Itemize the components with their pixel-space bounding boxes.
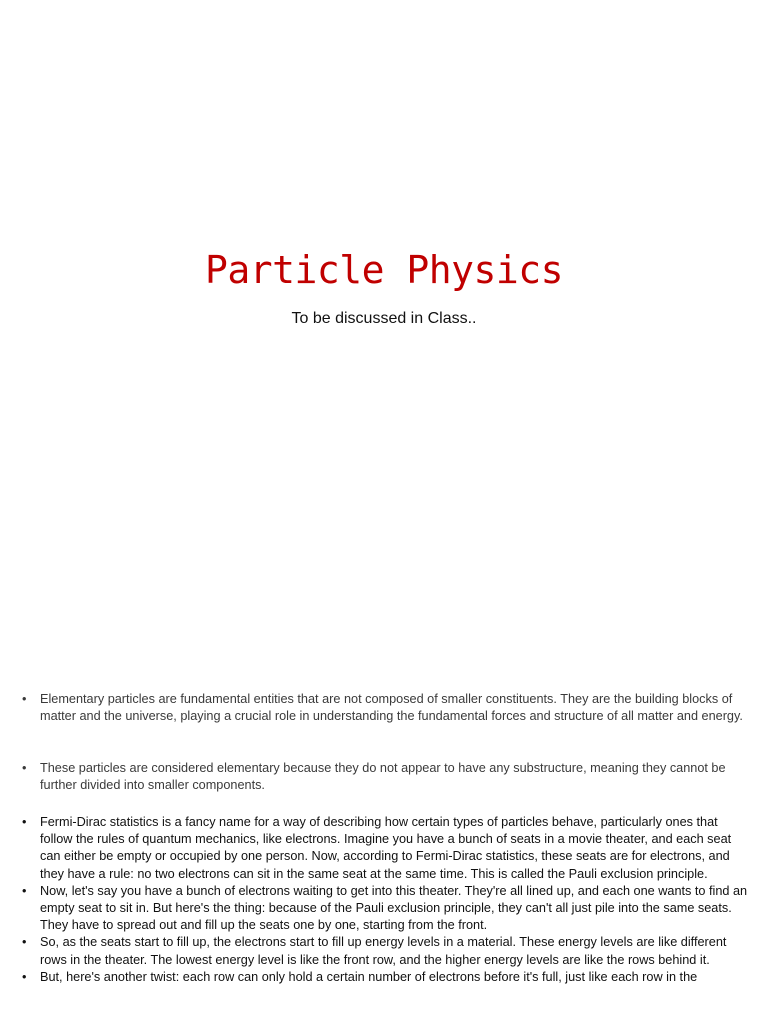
bullet-item: [22, 691, 750, 725]
bullet-item: [22, 934, 750, 968]
bullet-item: [22, 760, 750, 794]
bullet-text: Elementary particles are fundamental entities that are not composed of smaller constituents. They are the building blocks of matter and the universe, playing a crucial role in understanding the fundamental forces and structure of all matter and energy.: [40, 692, 743, 724]
bullet-list-substructure: [22, 760, 750, 794]
bullet-icon: •: [22, 935, 27, 950]
bullet-icon: •: [22, 815, 27, 829]
bullet-icon: •: [22, 761, 27, 775]
bullet-text: Now, let's say you have a bunch of electrons waiting to get into this theater. They're all lined up, and each one wants to find an empty seat to sit in. But here's the thing: because of the Pauli exclusion principle, they can't all just pile into the same seats. They have to spread out and fill up the seats one by one, starting from the front.: [40, 883, 748, 933]
bullet-text: These particles are considered elementary because they do not appear to have any substructure, meaning they cannot be further divided into smaller components.: [40, 761, 726, 793]
bullet-text: Fermi-Dirac statistics is a fancy name for a way of describing how certain types of particles behave, particularly ones that follow the rules of quantum mechanics, like electrons. Imagine you have a bunch of seats in a movie theater, and each seat can either be empty or occupied by one person. Now, according to Fermi-Dirac statistics, these seats are for electrons, and they have a rule: no two electrons can sit in the same seat at the same time. This is called the Pauli exclusion principle.: [40, 815, 732, 881]
slide-title: Particle Physics: [204, 248, 564, 292]
bullet-item: [22, 883, 750, 935]
bullet-icon: •: [22, 883, 27, 898]
bullet-text: But, here's another twist: each row can only hold a certain number of electrons before it's full, just like each row in the: [40, 969, 698, 984]
bullet-icon: •: [22, 969, 27, 984]
bullet-list-elementary: [22, 691, 750, 725]
bullet-list-fermi-dirac: [22, 814, 750, 986]
bullet-icon: •: [22, 692, 27, 706]
bullet-item: [22, 969, 750, 986]
slide-subtitle: To be discussed in Class..: [291, 310, 477, 327]
bullet-text: So, as the seats start to fill up, the electrons start to fill up energy levels in a material. These energy levels are like different rows in the theater. The lowest energy level is like the front row, and the higher energy levels are like the rows behind it.: [40, 935, 727, 967]
bullet-item: [22, 814, 750, 883]
